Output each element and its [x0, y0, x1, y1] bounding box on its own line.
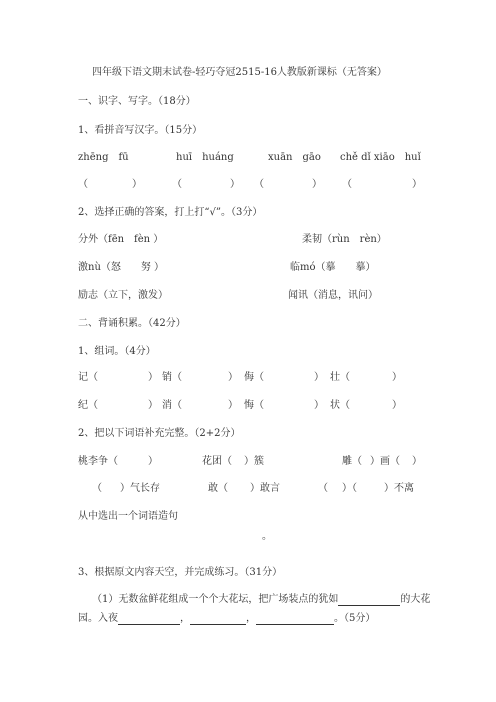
pinyin-item: chě dǐ xiāo huǐ — [340, 152, 421, 163]
bracket-close: ） — [392, 372, 402, 383]
answer-bracket-close: ） — [132, 179, 142, 190]
idiom-item-end: ）不离 — [384, 483, 414, 494]
idiom-item[interactable]: 敢（ — [208, 483, 228, 494]
question-3-label: 1、组词。（4分） — [78, 346, 156, 357]
word-item[interactable]: 壮（ — [330, 372, 350, 383]
passage-text: 园。入夜 — [78, 613, 118, 624]
answer-bracket-open[interactable]: （ — [254, 179, 264, 190]
answer-bracket-open[interactable]: （ — [78, 179, 88, 190]
section-2-heading: 二、背诵积累。（42分） — [78, 318, 186, 329]
comma: ， — [180, 613, 190, 624]
answer-blank[interactable] — [190, 613, 246, 625]
bracket-close: ） — [228, 372, 238, 383]
choice-item[interactable]: 临mó（摹 摹） — [290, 262, 376, 273]
comma: ， — [246, 613, 256, 624]
choice-item[interactable]: 柔韧（rùn rèn） — [302, 234, 387, 245]
word-item[interactable]: 消（ — [162, 400, 182, 411]
choice-item[interactable]: 闻讯（消息，讯问） — [288, 290, 378, 301]
idiom-item[interactable]: （ — [318, 483, 328, 494]
bracket-close: ） — [392, 400, 402, 411]
word-item[interactable]: 悔（ — [244, 400, 264, 411]
idiom-item-mid[interactable]: ）画（ — [370, 456, 400, 467]
bracket-close: ） — [148, 400, 158, 411]
idiom-item[interactable]: （ — [92, 483, 102, 494]
bracket-close: ） — [148, 372, 158, 383]
idiom-item-end: ）敢言 — [250, 483, 280, 494]
passage-text: 的大花 — [400, 594, 431, 605]
choice-item[interactable]: 分外（fēn fèn ） — [78, 234, 164, 245]
word-item[interactable]: 纪（ — [78, 400, 98, 411]
answer-bracket-close: ） — [230, 179, 240, 190]
idiom-item[interactable]: 花团（ — [202, 456, 232, 467]
question-4-label: 2、把以下词语补充完整。（2+2分） — [78, 428, 241, 439]
pinyin-item: huī huáng — [176, 152, 234, 163]
answer-blank[interactable] — [338, 594, 400, 606]
answer-bracket-open[interactable]: （ — [342, 179, 352, 190]
fill-line-1 — [92, 593, 430, 606]
bracket-close: ） — [314, 400, 324, 411]
answer-bracket-open[interactable]: （ — [172, 179, 182, 190]
answer-blank[interactable] — [118, 613, 180, 625]
word-item[interactable]: 记（ — [78, 372, 98, 383]
idiom-item-mid[interactable]: ）（ — [342, 483, 357, 494]
word-item[interactable]: 侮（ — [244, 372, 264, 383]
idiom-item[interactable]: 雕（ — [342, 456, 362, 467]
bracket-close: ） — [412, 456, 422, 467]
question-2-label: 2、选择正确的答案，打上打“√”。（3分） — [78, 207, 263, 218]
question-1-label: 1、看拼音写汉字。（15分） — [78, 125, 203, 136]
pinyin-item: xuān gāo — [268, 152, 321, 163]
passage-text: （1）无数盆鲜花组成一个个大花坛，把广场装点的犹如 — [92, 594, 339, 605]
passage-text: 。（5分） — [334, 613, 376, 624]
word-item[interactable]: 销（ — [162, 372, 182, 383]
sentence-answer-period: 。 — [262, 531, 272, 542]
bracket-close: ） — [228, 400, 238, 411]
word-item[interactable]: 状（ — [330, 400, 350, 411]
pinyin-item: zhēng fū — [78, 152, 129, 163]
bracket-close: ） — [314, 372, 324, 383]
document-title: 四年级下语文期末试卷-轻巧夺冠2515-16人教版新课标（无答案） — [92, 67, 387, 78]
choice-item[interactable]: 励志（立下，激发） — [78, 290, 168, 301]
sentence-prompt: 从中选出一个词语造句 — [78, 511, 178, 522]
answer-bracket-close: ） — [412, 179, 422, 190]
idiom-item-end: ）簇 — [244, 456, 264, 467]
idiom-item-end: ）气长存 — [120, 483, 160, 494]
answer-blank[interactable] — [256, 613, 334, 625]
choice-item[interactable]: 激nù（怒 努 ） — [78, 262, 165, 273]
section-1-heading: 一、识字、写字。（18分） — [78, 96, 196, 107]
bracket-close: ） — [148, 456, 158, 467]
question-5-label: 3、根据原文内容天空，并完成练习。（31分） — [78, 567, 283, 578]
answer-bracket-close: ） — [312, 179, 322, 190]
idiom-item[interactable]: 桃李争（ — [78, 456, 118, 467]
fill-line-2 — [78, 612, 375, 625]
